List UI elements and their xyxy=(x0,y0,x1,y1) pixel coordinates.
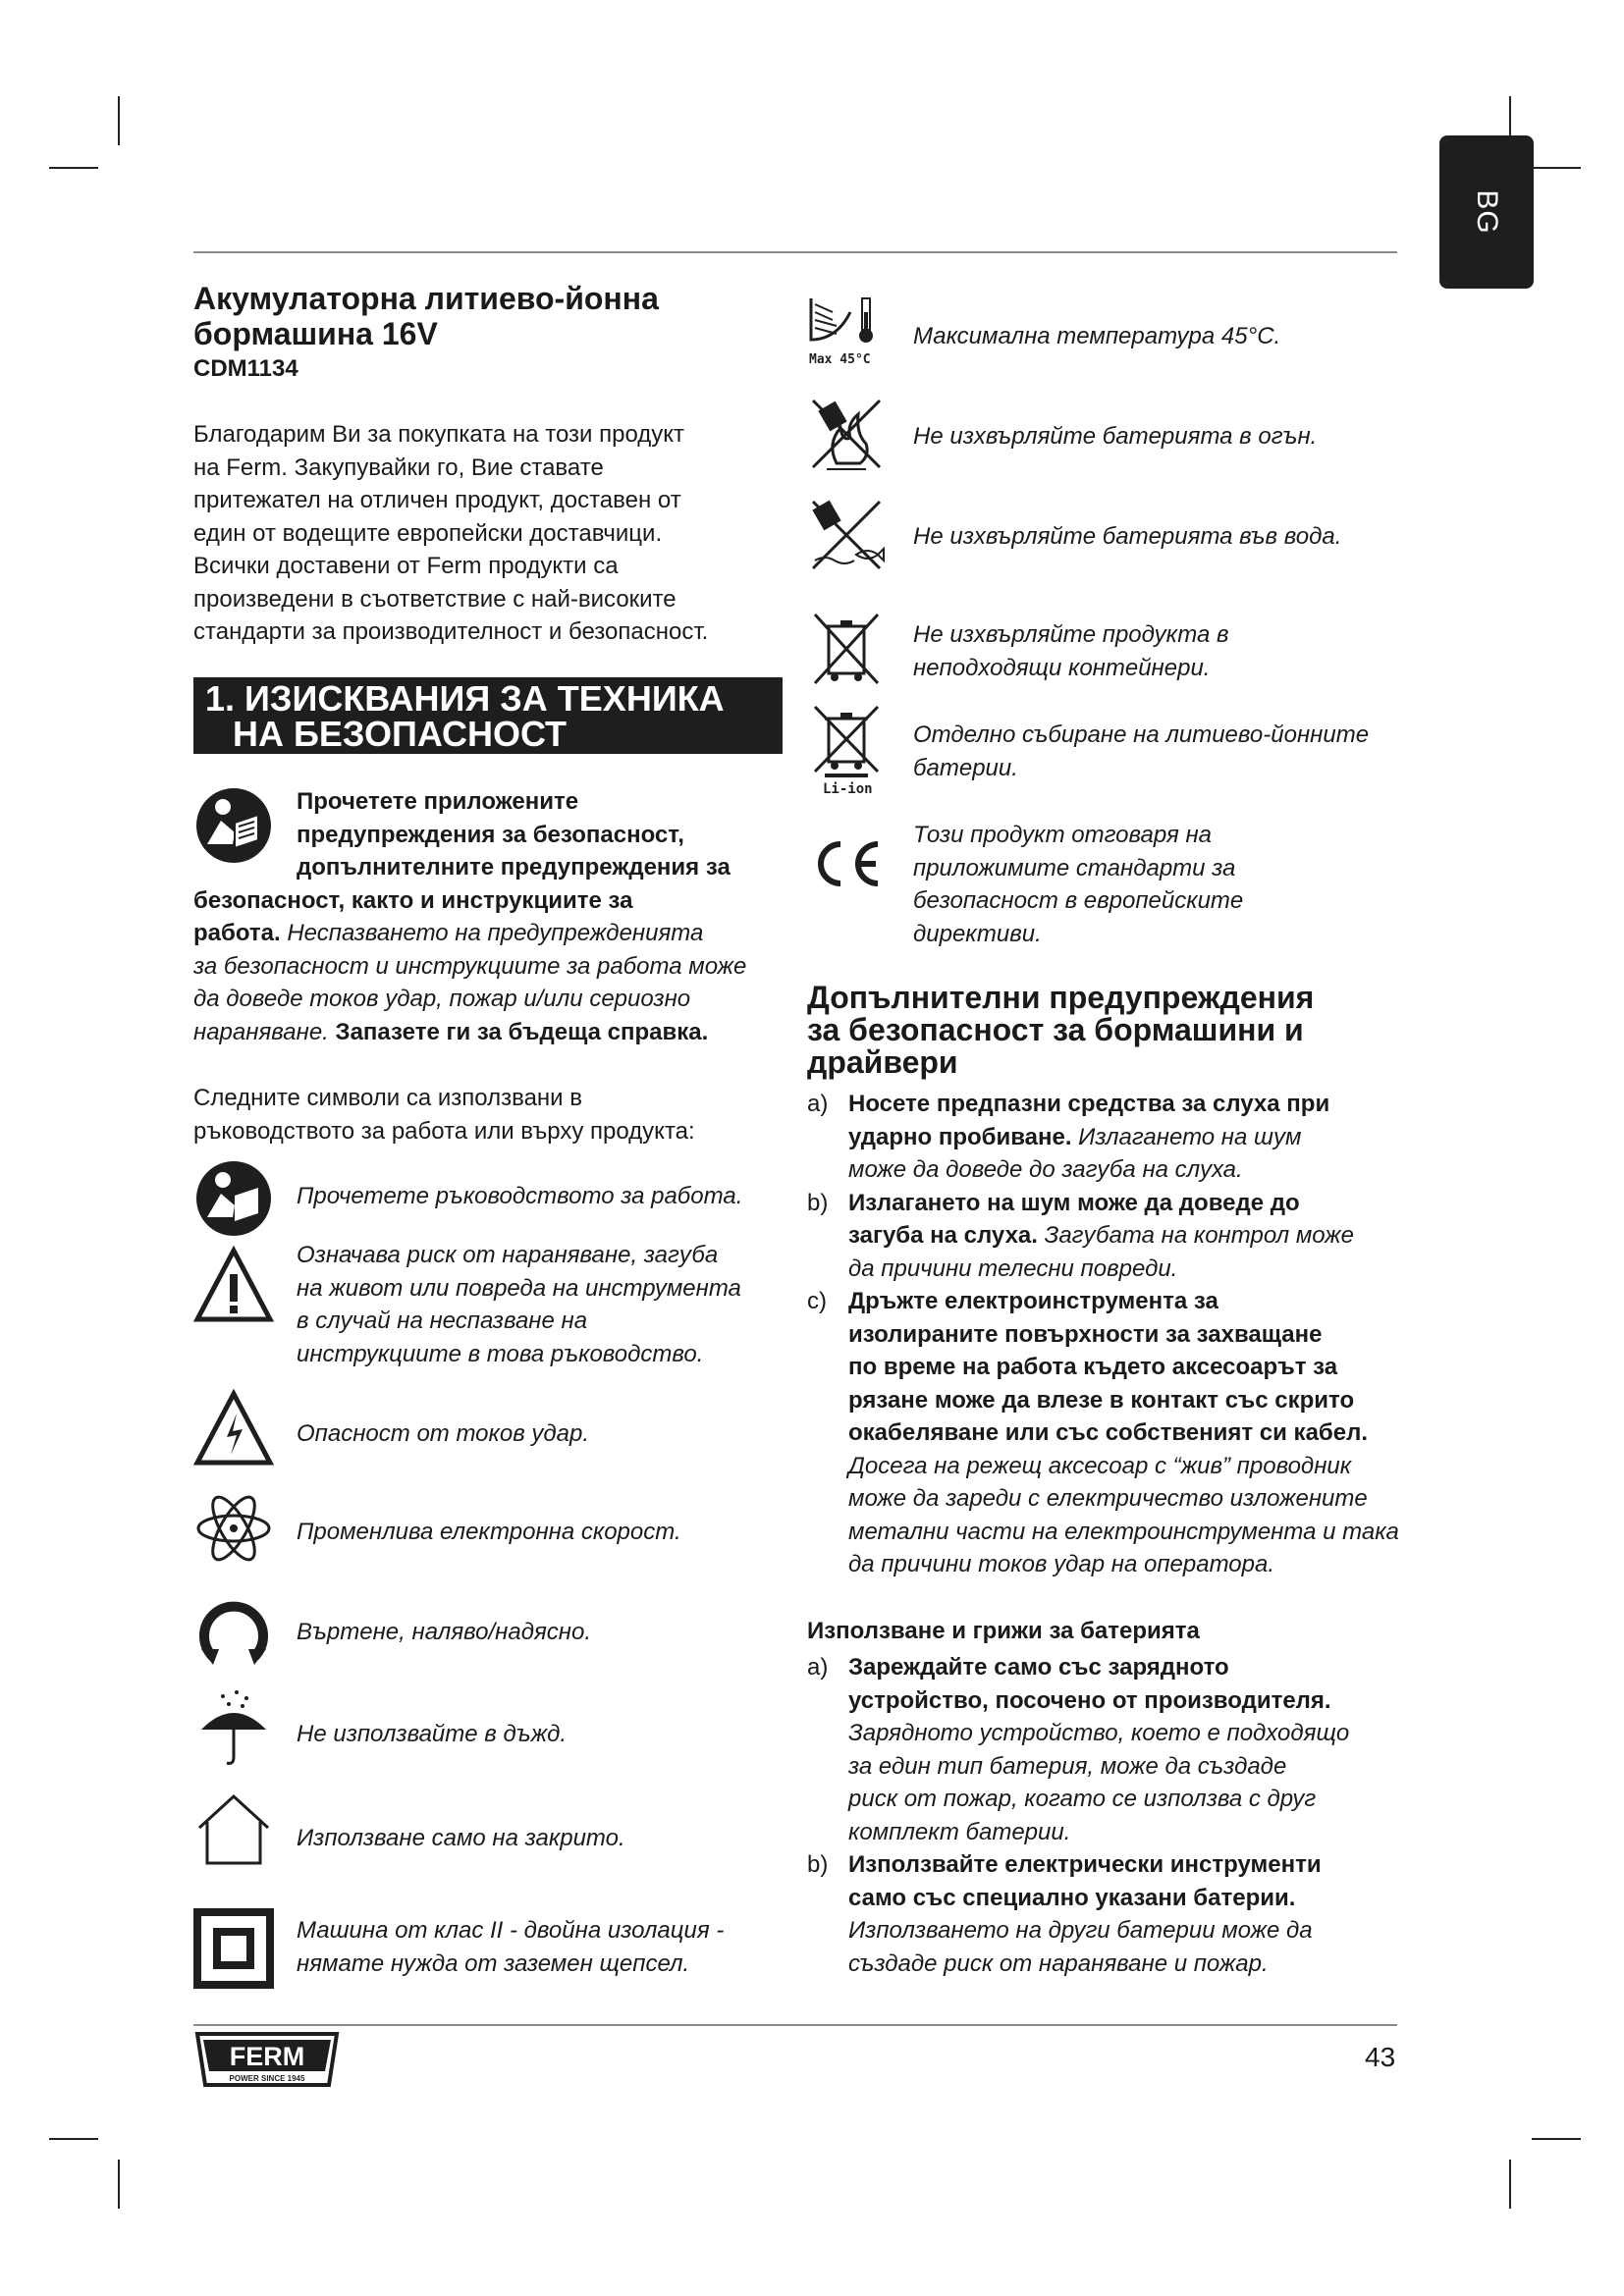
manual-icon xyxy=(193,1158,274,1239)
intro-paragraph: Благодарим Ви за покупката на този продукт на Ferm. Закупувайки го, Вие ставате притежател на отличен продукт, доставен от един от водещите европейски доставчици. Всички доставени от Ferm продукти са произведени в съответствие с най-високите стандарти за производителност и безопасност. xyxy=(193,421,709,645)
svg-text:Max 45°C: Max 45°C xyxy=(809,352,871,367)
crop-mark xyxy=(118,2160,120,2209)
page-title: Акумулаторна литиево-йонна бормашина 16V xyxy=(193,281,659,351)
svg-text:Li-ion: Li-ion xyxy=(823,781,873,795)
list-item: a) Зареждайте само със зарядното устройство, посочено от производителя. Зарядното устройство, което е подходящо за един тип батерия, може да създаде риск от пожар, когато се използва с друг комплект батерии. xyxy=(807,1654,1350,1845)
extra-warnings-list xyxy=(807,1088,1416,1581)
electric-shock-icon xyxy=(193,1388,274,1468)
crop-mark xyxy=(118,96,120,145)
crop-mark xyxy=(1509,2160,1511,2209)
bottom-rule xyxy=(193,2024,1397,2026)
crop-mark xyxy=(49,2138,98,2140)
page-number: 43 xyxy=(1365,2042,1396,2072)
top-rule xyxy=(193,251,1397,253)
list-item: b) Използвайте електрически инструменти само със специално указани батерии. Използването на други батерии може да създаде риск от нараняване и пожар. xyxy=(807,1851,1322,1977)
section-heading: 1. ИЗИСКВАНИЯ ЗА ТЕХНИКА НА БЕЗОПАСНОСТ xyxy=(193,677,783,754)
electronic-speed-icon xyxy=(193,1488,274,1569)
umbrella-rain-icon xyxy=(193,1688,274,1769)
no-fire-icon xyxy=(807,395,886,473)
class-ii-icon xyxy=(193,1908,274,1989)
list-item: b) Излагането на шум може да доведе до загуба на слуха. Загубата на контрол може да причини телесни повреди. xyxy=(807,1189,1354,1282)
no-water-icon xyxy=(807,496,886,574)
battery-heading: Използване и грижи за батерията xyxy=(807,1618,1200,1644)
model-number: CDM1134 xyxy=(193,355,298,382)
svg-text:FERM: FERM xyxy=(229,2042,305,2071)
read-warning-block: Прочетете приложените предупреждения за безопасност, допълнителните предупреждения за безопасност, както и инструкциите за работа. Неспазването на предупрежденията за безопасност и инструкциите за работа може да доведе токов удар, пожар и/или сериозно нараняване. Запазете ги за бъдеща справка. xyxy=(193,788,747,1045)
crossed-bin-icon xyxy=(807,609,886,687)
rotation-icon xyxy=(193,1588,274,1669)
title-block xyxy=(193,281,792,383)
crop-mark xyxy=(1532,2138,1581,2140)
ferm-logo xyxy=(193,2030,341,2091)
ce-mark-icon xyxy=(807,825,886,903)
list-item: c) Дръжте електроинструмента за изолираните повърхности за захващане по време на работа където аксесоарът за рязане може да влезе в контакт със скрито окабеляване или със собственият си кабел. Досега на режещ аксесоар с “жив” проводник може да зареди с електричество изложените метални части на електроинструмента и така да причини токов удар на оператора. xyxy=(807,1288,1399,1577)
warning-icon xyxy=(193,1245,274,1325)
svg-text:POWER SINCE 1945: POWER SINCE 1945 xyxy=(229,2074,305,2083)
section-subheading: Допълнителни предупреждения за безопасност за бормашини и драйвери xyxy=(807,980,1315,1080)
list-item: a) Носете предпазни средства за слуха при ударно пробиване. Излагането на шум може да доведе до загуба на слуха. xyxy=(807,1091,1330,1183)
battery-list xyxy=(807,1651,1416,1980)
crop-mark xyxy=(1532,167,1581,169)
symbols-intro: Следните символи са използвани в ръководството за работа или върху продукта: xyxy=(193,1085,695,1145)
li-ion-bin-icon xyxy=(807,705,886,795)
house-icon xyxy=(193,1789,274,1869)
language-tab: BG xyxy=(1439,135,1534,289)
crop-mark xyxy=(49,167,98,169)
max-temperature-icon xyxy=(807,293,886,371)
